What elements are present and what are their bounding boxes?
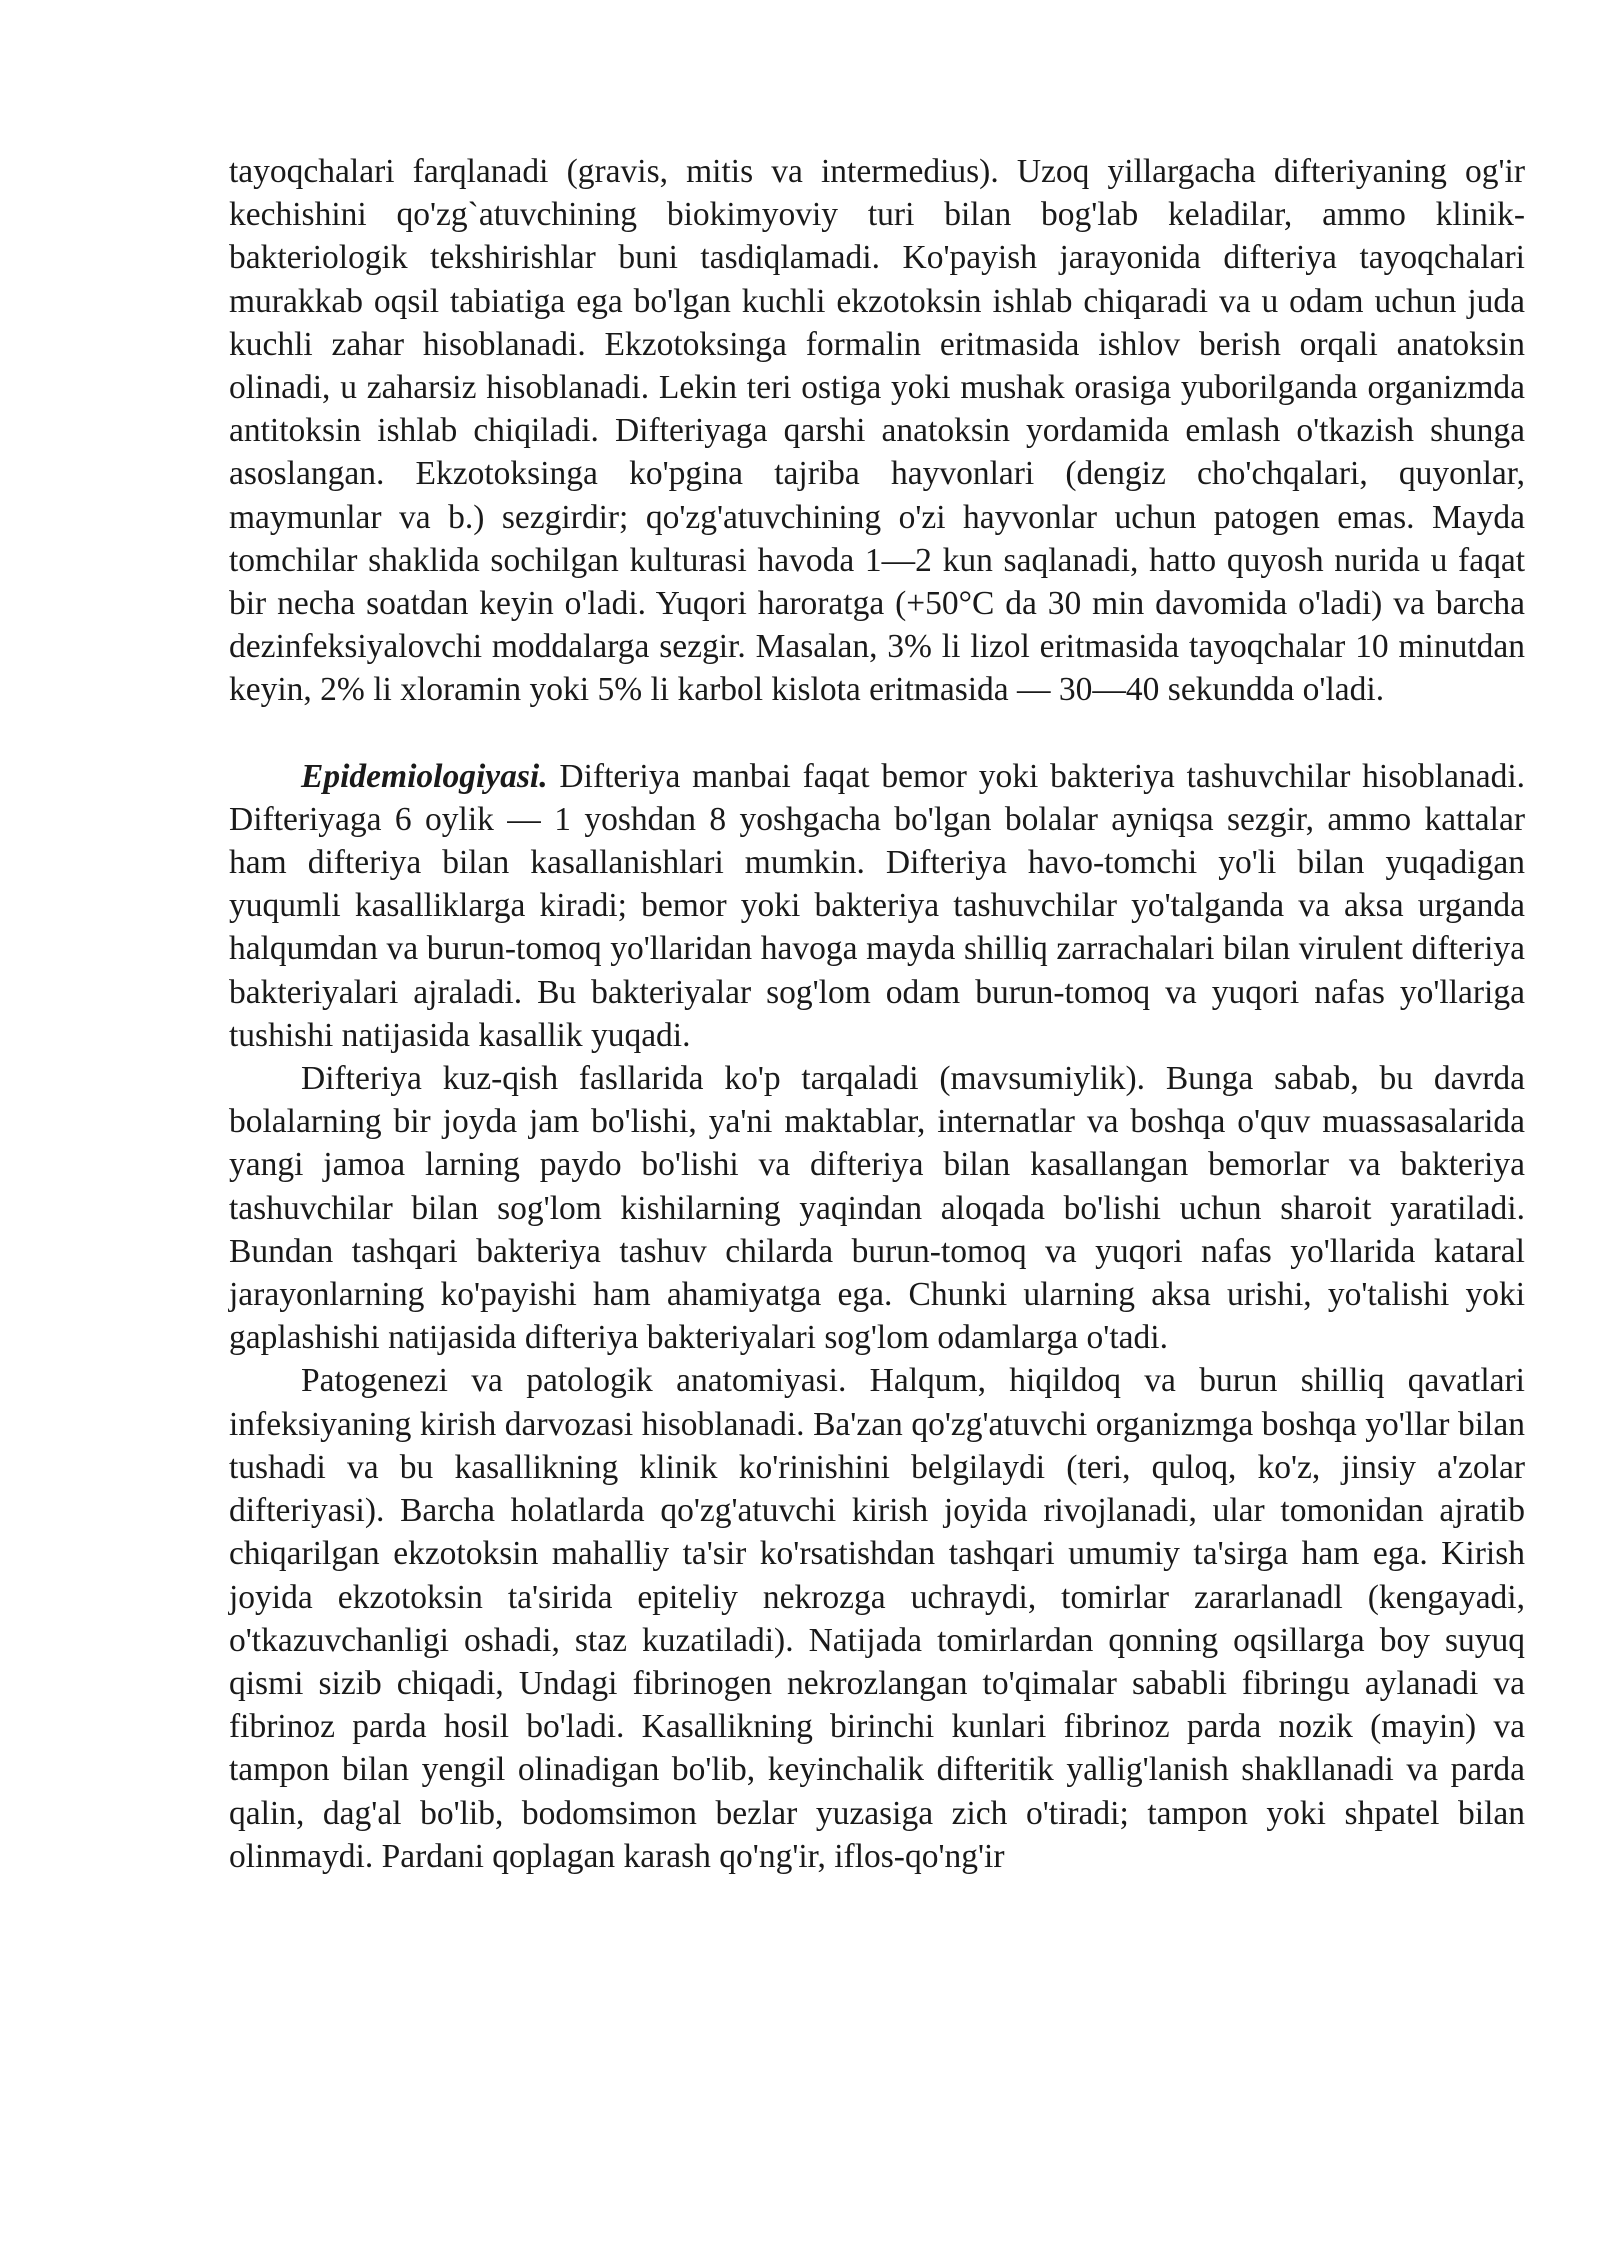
paragraph-epidemiology <box>229 755 1525 1057</box>
paragraph-microbiology: tayoqchalari farqlanadi (gravis, mitis va intermedius). Uzoq yillargacha difteriyaning og'ir kechishini qo'zg`atuvchining biokimyoviy turi bilan bog'lab keladilar, ammo klinik-bakteriologik tekshirishlar buni tasdiqlamadi. Ko'payish jarayonida difteriya tayoqchalari murakkab oqsil tabiatiga ega bo'lgan kuchli ekzotoksin ishlab chiqaradi va u odam uchun juda kuchli zahar hisoblanadi. Ekzotoksinga formalin eritmasida ishlov berish orqali anatoksin olinadi, u zaharsiz hisoblanadi. Lekin teri ostiga yoki mushak orasiga yuborilganda organizmda antitoksin ishlab chiqiladi. Difteriyaga qarshi anatoksin yordamida emlash o'tkazish shunga asoslangan. Ekzotoksinga ko'pgina tajriba hayvonlari (dengiz cho'chqalari, quyonlar, maymunlar va b.) sezgirdir; qo'zg'atuvchining o'zi hayvonlar uchun patogen emas. Mayda tomchilar shaklida sochilgan kulturasi havoda 1—2 kun saqlanadi, hatto quyosh nurida u faqat bir necha soatdan keyin o'ladi. Yuqori haroratga (+50°C da 30 min davomida o'ladi) va barcha dezinfeksiyalovchi moddalarga sezgir. Masalan, 3% li lizol eritmasida tayoqchalar 10 minutdan keyin, 2% li xloramin yoki 5% li karbol kislota eritmasida — 30—40 sekundda o'ladi. <box>229 153 1525 709</box>
document-page <box>229 150 1525 1878</box>
paragraph-seasonality: Difteriya kuz-qish fasllarida ko'p tarqaladi (mavsumiylik). Bunga sabab, bu davrda bolalarning bir joyda jam bo'lishi, ya'ni maktablar, internatlar va boshqa o'quv muassasalarida yangi jamoa larning paydo bo'lishi va difteriya bilan kasallangan bemorlar va bakteriya tashuvchilar bilan sog'lom kishilarning yaqindan aloqada bo'lishi uchun sharoit yaratiladi. Bundan tashqari bakteriya tashuv chilarda burun-tomoq va yuqori nafas yo'llarida kataral jarayonlarning ko'payishi ham ahamiyatga ega. Chunki ularning aksa urishi, yo'talishi yoki gaplashishi natijasida difteriya bakteriyalari sog'lom odamlarga o'tadi. <box>229 1060 1525 1357</box>
paragraph-pathogenesis: Patogenezi va patologik anatomiyasi. Halqum, hiqildoq va burun shilliq qavatlari infeksiyaning kirish darvozasi hisoblanadi. Ba'zan qo'zg'atuvchi organizmga boshqa yo'llar bilan tushadi va bu kasallikning klinik ko'rinishini belgilaydi (teri, quloq, ko'z, jinsiy a'zolar difteriyasi). Barcha holatlarda qo'zg'atuvchi kirish joyida rivojlanadi, ular tomonidan ajratib chiqarilgan ekzotoksin mahalliy ta'sir ko'rsatishdan tashqari umumiy ta'sirga ham ega. Kirish joyida ekzotoksin ta'sirida epiteliy nekrozga uchraydi, tomirlar zararlanadl (kengayadi, o'tkazuvchanligi oshadi, staz kuzatiladi). Natijada tomirlardan qonning oqsillarga boy suyuq qismi sizib chiqadi, Undagi fibrinogen nekrozlangan to'qimalar sababli fibringu aylanadi va fibrinoz parda hosil bo'ladi. Kasallikning birinchi kunlari fibrinoz parda nozik (mayin) va tampon bilan yengil olinadigan bo'lib, keyinchalik difteritik yallig'lanish shakllanadi va parda qalin, dag'al bo'lib, bodomsimon bezlar yuzasiga zich o'tiradi; tampon yoki shpatel bilan olinmaydi. Pardani qoplagan karash qo'ng'ir, iflos-qo'ng'ir <box>229 1362 1525 1875</box>
paragraph-gap <box>229 712 1525 755</box>
section-heading-epidemiology: Epidemiologiyasi. <box>301 757 548 795</box>
paragraph-epidemiology-text: Difteriya manbai faqat bemor yoki bakteriya tashuvchilar hisoblanadi. Difteriyaga 6 oylik — 1 yoshdan 8 yoshgacha bo'lgan bolalar ayniqsa sezgir, ammo kattalar ham difteriya bilan kasallanishlari mumkin. Difteriya havo-tomchi yo'li bilan yuqadigan yuqumli kasalliklarga kiradi; bemor yoki bakteriya tashuvchilar yo'talganda va aksa urganda halqumdan va burun-tomoq yo'llaridan havoga mayda shilliq zarrachalari bilan virulent difteriya bakteriyalari ajraladi. Bu bakteriyalar sog'lom odam burun-tomoq va yuqori nafas yo'llariga tushishi natijasida kasallik yuqadi. <box>229 757 1525 1054</box>
